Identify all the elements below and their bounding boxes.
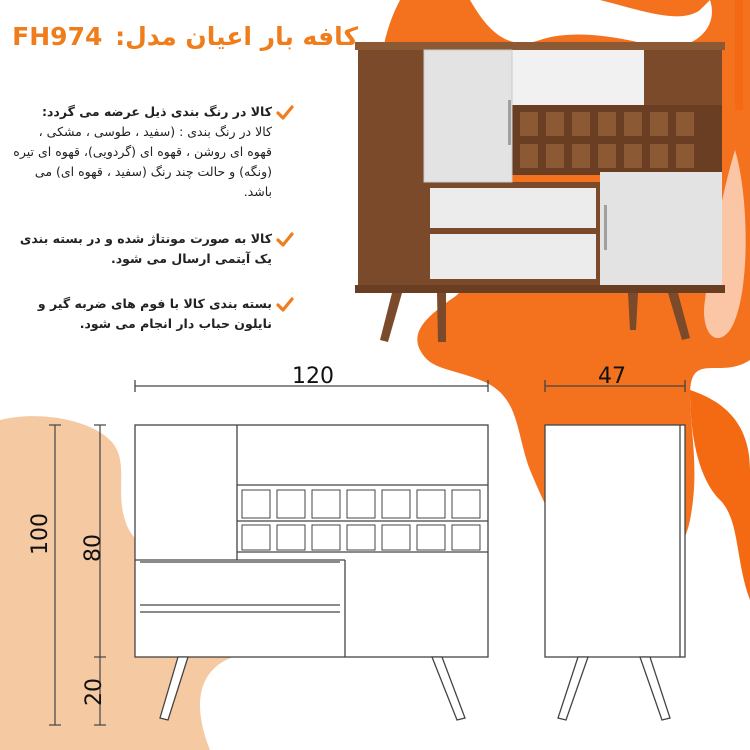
dimension-body-height: 80 [81, 534, 106, 562]
check-icon [276, 296, 294, 314]
check-icon [276, 104, 294, 122]
page-title [12, 22, 358, 51]
model-code: FH974 [12, 22, 103, 51]
side-drawing [545, 380, 685, 720]
feature-colors [12, 102, 272, 202]
title-label: کافه بار اعیان مدل: [115, 22, 358, 51]
feature-assembly: کالا به صورت مونتاژ شده و در بسته بندی یک آیتمی ارسال می شود. [19, 231, 272, 266]
feature-colors-body: کالا در رنگ بندی : (سفید ، طوسی ، مشکی ، قهوه ای روشن ، قهوه ای (گردویی)، قهوه ای تیره (ونگه) و حالت چند رنگ (سفید ، قهوه ای) می باشد. [13, 124, 272, 199]
feature-packaging: بسته بندی کالا با فوم های ضربه گیر و نایلون حباب دار انجام می شود. [37, 296, 272, 331]
dimension-depth: 47 [598, 364, 626, 389]
dimension-width: 120 [292, 364, 334, 389]
check-icon [276, 231, 294, 249]
orange-right-edge [690, 390, 750, 600]
dimension-height: 100 [28, 513, 53, 555]
dimension-leg-height: 20 [82, 678, 107, 706]
feature-colors-head: کالا در رنگ بندی ذیل عرضه می گردد: [41, 104, 272, 119]
